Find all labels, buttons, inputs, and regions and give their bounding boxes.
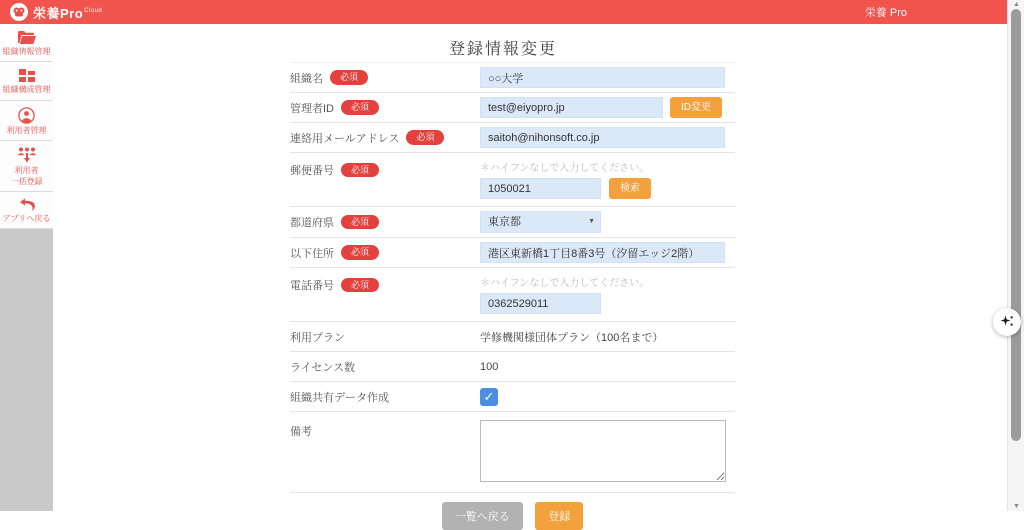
required-badge: 必須	[406, 130, 444, 145]
sidebar-item-org-info[interactable]	[0, 24, 53, 62]
org-blocks-icon	[18, 68, 36, 83]
scrollbar-down-arrow[interactable]: ▼	[1013, 503, 1020, 510]
sidebar-item-label: 組織構成管理	[2, 85, 51, 95]
sidebar-item-user-management[interactable]	[0, 101, 53, 141]
main-content	[53, 24, 1007, 523]
user-icon	[18, 107, 35, 124]
address-label: 以下住所	[290, 247, 334, 260]
prefecture-label: 都道府県	[290, 217, 334, 229]
vertical-scrollbar[interactable]	[1007, 0, 1024, 511]
required-badge: 必須	[341, 163, 379, 178]
contact-email-input[interactable]	[480, 127, 725, 148]
plan-label: 利用プラン	[290, 331, 345, 344]
plan-value: 学修機関様団体プラン（100名まで）	[480, 331, 664, 344]
brand-mascot-icon	[10, 3, 28, 21]
brand-name: 栄養Pro$^{Cloud}$	[33, 5, 103, 21]
form-row-postal-code	[290, 153, 735, 207]
users-import-icon	[17, 147, 37, 164]
form-row-admin-id	[290, 93, 735, 123]
required-badge: 必須	[341, 215, 379, 230]
postal-code-label: 郵便番号	[290, 165, 334, 177]
form-row-prefecture	[290, 207, 735, 238]
scrollbar-thumb[interactable]	[1011, 9, 1021, 441]
form-row-shared-data	[290, 382, 735, 412]
scrollbar-up-arrow[interactable]: ▲	[1013, 1, 1020, 8]
address-input[interactable]	[480, 242, 725, 263]
shared-data-checkbox[interactable]: ✓	[480, 388, 498, 406]
postal-code-input[interactable]	[480, 178, 601, 199]
phone-input[interactable]	[480, 293, 601, 314]
folder-icon	[17, 30, 37, 45]
remarks-label: 備考	[290, 426, 312, 438]
sidebar-item-back-to-app[interactable]	[0, 192, 53, 229]
sidebar	[0, 24, 53, 511]
floating-assistant-button[interactable]	[993, 308, 1021, 336]
sidebar-item-label: 組織情報管理	[2, 47, 51, 56]
form-actions	[290, 502, 735, 530]
hyphen-note: ＊ハイフンなしで入力してください。	[480, 163, 650, 174]
form-row-licenses	[290, 352, 735, 382]
sidebar-item-label: 利用者管理	[6, 125, 47, 135]
sidebar-item-label-line2: 一括登録	[10, 176, 43, 186]
app-logo	[10, 3, 102, 22]
change-id-button[interactable]: ID変更	[670, 97, 722, 118]
org-name-label: 組織名	[290, 72, 323, 85]
org-name-input[interactable]	[480, 67, 725, 88]
header-account-label: 栄養 Pro	[864, 7, 907, 19]
remarks-textarea[interactable]	[480, 420, 726, 482]
sparkle-icon	[999, 314, 1015, 330]
form-row-phone	[290, 268, 735, 322]
sidebar-item-bulk-register[interactable]	[0, 141, 53, 192]
required-badge: 必須	[341, 278, 379, 293]
form-row-remarks	[290, 412, 735, 493]
shared-data-label: 組織共有データ作成	[290, 391, 389, 404]
hyphen-note: ＊ハイフンなしで入力してください。	[480, 278, 650, 289]
form-row-org-name	[290, 63, 735, 93]
sidebar-item-label: アプリへ戻る	[2, 213, 51, 223]
register-button[interactable]: 登録	[535, 502, 583, 530]
form-row-address	[290, 238, 735, 268]
postal-search-button[interactable]: 検索	[609, 178, 651, 199]
chevron-down-icon: ▼	[588, 218, 595, 225]
back-to-list-button[interactable]: 一覧へ戻る	[442, 502, 523, 530]
licenses-label: ライセンス数	[290, 361, 356, 374]
required-badge: 必須	[341, 100, 379, 115]
admin-id-label: 管理者ID	[290, 102, 334, 115]
admin-id-input[interactable]	[480, 97, 663, 118]
contact-email-label: 連絡用メールアドレス	[290, 132, 400, 145]
page-title: 登録情報変更	[448, 41, 557, 58]
sidebar-item-org-structure[interactable]	[0, 62, 53, 100]
licenses-value: 100	[480, 360, 499, 373]
sidebar-item-label: 利用者	[14, 166, 39, 176]
prefecture-select[interactable]	[480, 211, 601, 233]
phone-label: 電話番号	[290, 280, 334, 292]
brand-cloud-label: Cloud	[84, 8, 103, 15]
required-badge: 必須	[330, 70, 368, 85]
form-row-plan	[290, 322, 735, 352]
registration-form	[290, 62, 735, 493]
app-header	[0, 0, 1007, 24]
form-row-contact-email	[290, 123, 735, 153]
back-arrow-icon	[18, 198, 36, 212]
required-badge: 必須	[341, 245, 379, 260]
